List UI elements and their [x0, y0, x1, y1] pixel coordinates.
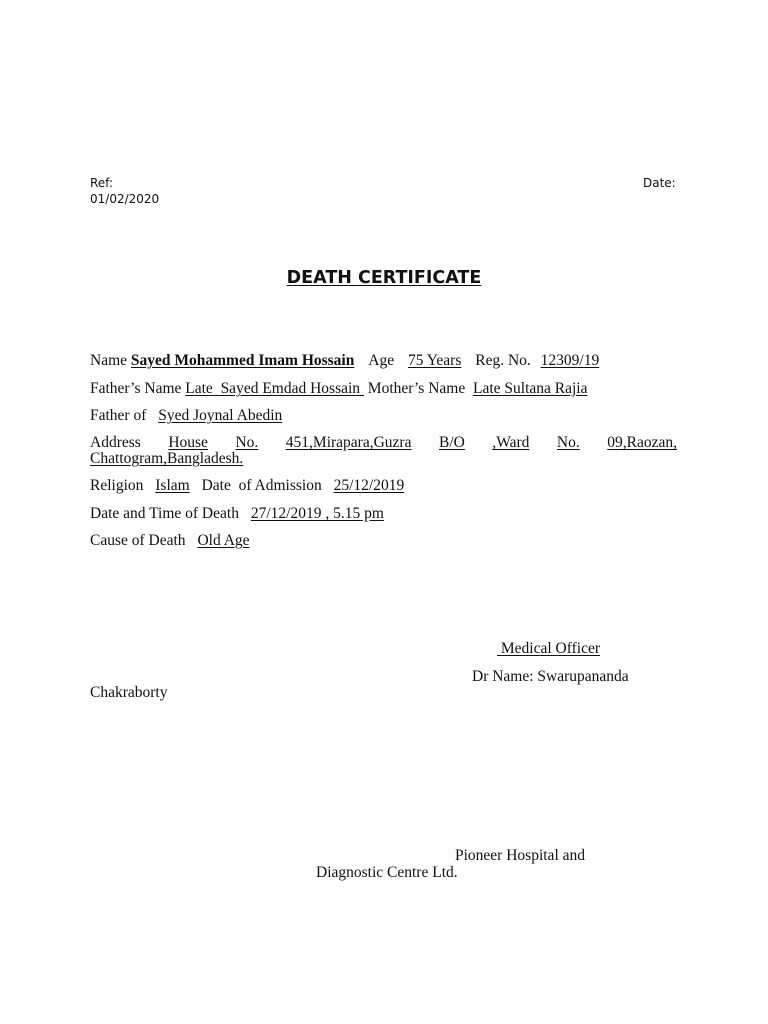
parents-row	[90, 380, 587, 398]
name-row	[90, 352, 599, 370]
address-word: House	[168, 434, 208, 451]
cause-row	[90, 532, 250, 550]
name-label: Name	[90, 352, 128, 369]
ref-label: Ref:	[90, 176, 114, 190]
cause-label: Cause of Death	[90, 532, 186, 549]
father-of-label: Father of	[90, 407, 147, 424]
hospital-name-line-2: Diagnostic Centre Ltd.	[316, 864, 458, 881]
doctor-name: Dr Name: Swarupananda	[472, 668, 629, 685]
address-word: No.	[556, 434, 580, 451]
address-line-2: Chattogram,Bangladesh.	[90, 450, 244, 467]
father-name-label: Father’s Name	[90, 380, 182, 397]
name-value: Sayed Mohammed Imam Hossain	[130, 352, 355, 369]
document-title: DEATH CERTIFICATE	[286, 268, 482, 288]
religion-row	[90, 477, 404, 495]
address-word: ,Ward	[492, 434, 530, 451]
mother-name-label: Mother’s Name	[367, 380, 466, 397]
age-value: 75 Years	[407, 352, 462, 369]
death-time-label: Date and Time of Death	[90, 505, 239, 522]
cause-value: Old Age	[197, 532, 250, 549]
reg-no-label: Reg. No.	[475, 352, 531, 369]
doctor-name-continued: Chakraborty	[90, 684, 168, 701]
mother-name-value: Late Sultana Rajia	[472, 380, 588, 397]
address-word: B/O	[438, 434, 465, 451]
date-label: Date:	[643, 176, 676, 190]
religion-label: Religion	[90, 477, 144, 494]
date-value: 01/02/2020	[90, 192, 160, 206]
hospital-name-line-1: Pioneer Hospital and	[455, 847, 586, 864]
father-of-row	[90, 407, 282, 425]
death-time-value: 27/12/2019 , 5.15 pm	[250, 505, 384, 522]
admission-date-label: Date of Admission	[201, 477, 322, 494]
age-label: Age	[368, 352, 395, 369]
reg-no-value: 12309/19	[540, 352, 600, 369]
religion-value: Islam	[155, 477, 190, 494]
address-word: 09,Raozan,	[607, 434, 677, 451]
address-word: 451,Mirapara,Guzra	[285, 434, 412, 451]
father-name-value: Late Sayed Emdad Hossain	[185, 380, 364, 397]
father-of-value: Syed Joynal Abedin	[158, 407, 283, 424]
admission-date-value: 25/12/2019	[333, 477, 405, 494]
death-time-row	[90, 505, 384, 523]
address-label: Address	[90, 434, 141, 451]
medical-officer-title: Medical Officer	[497, 640, 600, 657]
address-word: No.	[235, 434, 259, 451]
